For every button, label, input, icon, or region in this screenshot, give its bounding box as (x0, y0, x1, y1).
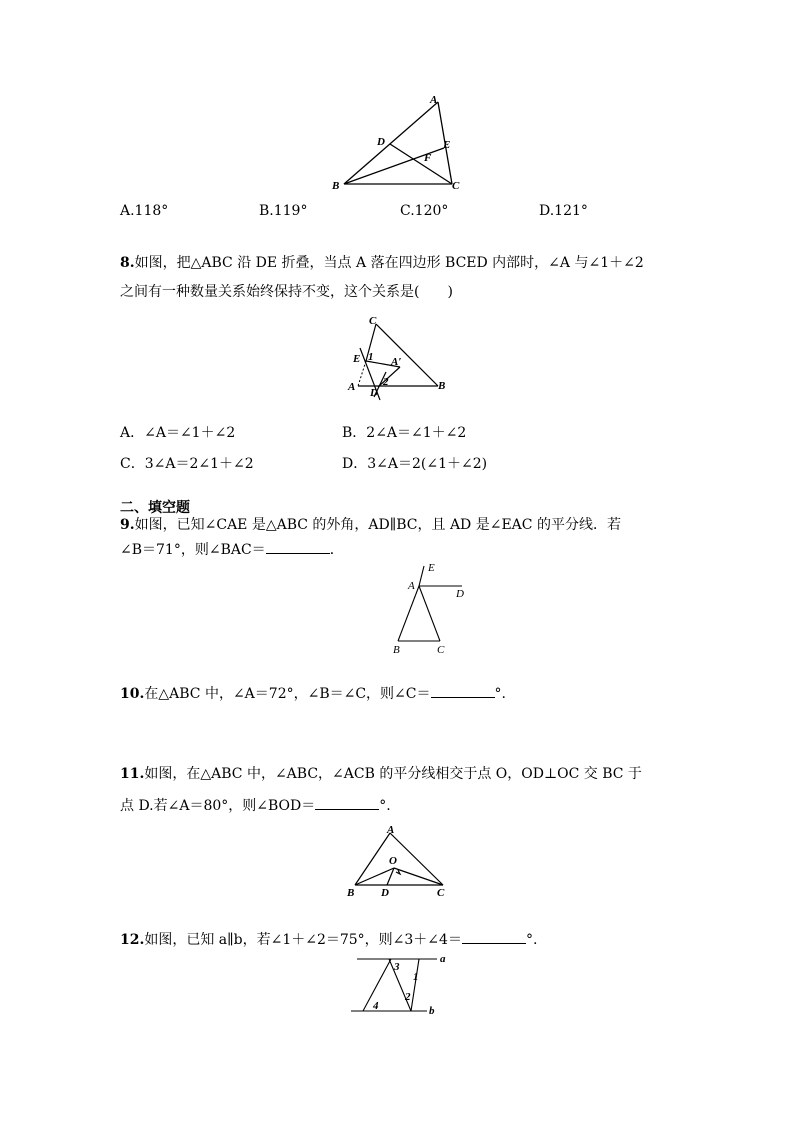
q9-label-a: A (408, 580, 415, 592)
q9-figure (385, 560, 475, 660)
q11-answer-blank[interactable] (315, 797, 379, 810)
q8-stem-line1 (120, 256, 644, 270)
q9-line2-end: ． (329, 542, 344, 558)
q7-option-a: A.118° (120, 203, 169, 219)
q7-label-c: C (452, 180, 460, 192)
q8-label-a: A (348, 381, 356, 393)
q8-label-b: B (438, 380, 446, 392)
q7-label-f: F (424, 152, 432, 164)
q7-label-d: D (377, 136, 385, 148)
q8-angle-1: 1 (368, 351, 374, 363)
q9-label-d: D (456, 588, 464, 600)
q9-number: 9. (120, 517, 135, 533)
q12-line1-end: °. (525, 932, 538, 948)
q9-label-b: B (393, 644, 400, 656)
q11-number: 11. (120, 766, 145, 782)
q12-number: 12. (120, 932, 145, 948)
q7-label-e: E (443, 139, 451, 151)
q7-figure (320, 90, 470, 200)
q12-angle-2: 2 (405, 991, 411, 1003)
q11-label-b: B (347, 887, 355, 899)
q8-angle-2: 2 (383, 376, 389, 388)
q7-option-d: D.121° (539, 203, 588, 219)
q12-line1-text: 如图，已知 a∥b，若∠1＋∠2＝75°，则∠3＋∠4＝ (144, 932, 462, 948)
q9-line2-text: ∠B＝71°，则∠BAC＝ (120, 542, 266, 558)
q8-option-d: D．3∠A＝2(∠1＋∠2) (342, 456, 488, 472)
q12-figure (345, 950, 455, 1020)
q10-stem (120, 685, 506, 701)
q10-answer-blank[interactable] (431, 685, 495, 698)
q8-label-d: D (370, 387, 378, 399)
q9-stem-line2 (120, 541, 344, 557)
q12-stem (120, 931, 537, 947)
q8-label-aprime: A′ (391, 356, 402, 368)
q11-label-o: O (389, 855, 397, 867)
section-fill-in-title: 二、填空题 (120, 500, 190, 516)
q12-angle-4: 4 (373, 1000, 379, 1012)
q8-number: 8. (120, 255, 135, 271)
q12-line-a-label: a (440, 953, 446, 965)
q11-figure (340, 820, 455, 905)
q11-line2-text: 点 D.若∠A＝80°，则∠BOD＝ (120, 798, 316, 814)
q7-option-b: B.119° (259, 203, 308, 219)
q9-stem-line1 (120, 518, 621, 532)
q12-angle-1: 1 (413, 971, 419, 983)
q8-label-e: E (353, 353, 361, 365)
q8-line1: 如图，把△ABC 沿 DE 折叠，当点 A 落在四边形 BCED 内部时，∠A 与∠1＋∠2 (134, 255, 644, 271)
q11-stem-line1 (120, 767, 642, 781)
q11-line1: 如图，在△ABC 中，∠ABC，∠ACB 的平分线相交于点 O，OD⊥OC 交 BC 于 (144, 766, 642, 782)
q11-label-d: D (381, 887, 389, 899)
q8-label-c: C (369, 315, 377, 327)
q10-line1-end: °. (494, 686, 506, 702)
q7-label-b: B (332, 180, 340, 192)
q9-answer-blank[interactable] (266, 541, 330, 554)
q8-figure (340, 312, 460, 404)
q10-number: 10. (120, 686, 145, 702)
q11-stem-line2 (120, 797, 391, 813)
q8-option-b: B．2∠A＝∠1＋∠2 (342, 425, 467, 441)
q10-line1-text: 在△ABC 中，∠A＝72°，∠B＝∠C，则∠C＝ (144, 686, 431, 702)
q12-angle-3: 3 (394, 961, 400, 973)
q12-line-b-label: b (429, 1005, 435, 1017)
q9-label-e: E (428, 562, 435, 574)
q9-label-c: C (437, 644, 445, 656)
q11-line2-end: °. (379, 798, 391, 814)
q11-label-a: A (387, 824, 395, 836)
q8-option-c: C．3∠A＝2∠1＋∠2 (120, 456, 254, 472)
q8-option-a: A．∠A＝∠1＋∠2 (120, 425, 236, 441)
q7-label-a: A (430, 94, 438, 106)
q7-option-c: C.120° (400, 203, 449, 219)
q9-line1: 如图，已知∠CAE 是△ABC 的外角，AD∥BC，且 AD 是∠EAC 的平分线．若 (134, 517, 621, 533)
q11-label-c: C (437, 887, 445, 899)
q12-answer-blank[interactable] (462, 931, 526, 944)
q8-line2: 之间有一种数量关系始终保持不变，这个关系是( ) (120, 284, 453, 300)
